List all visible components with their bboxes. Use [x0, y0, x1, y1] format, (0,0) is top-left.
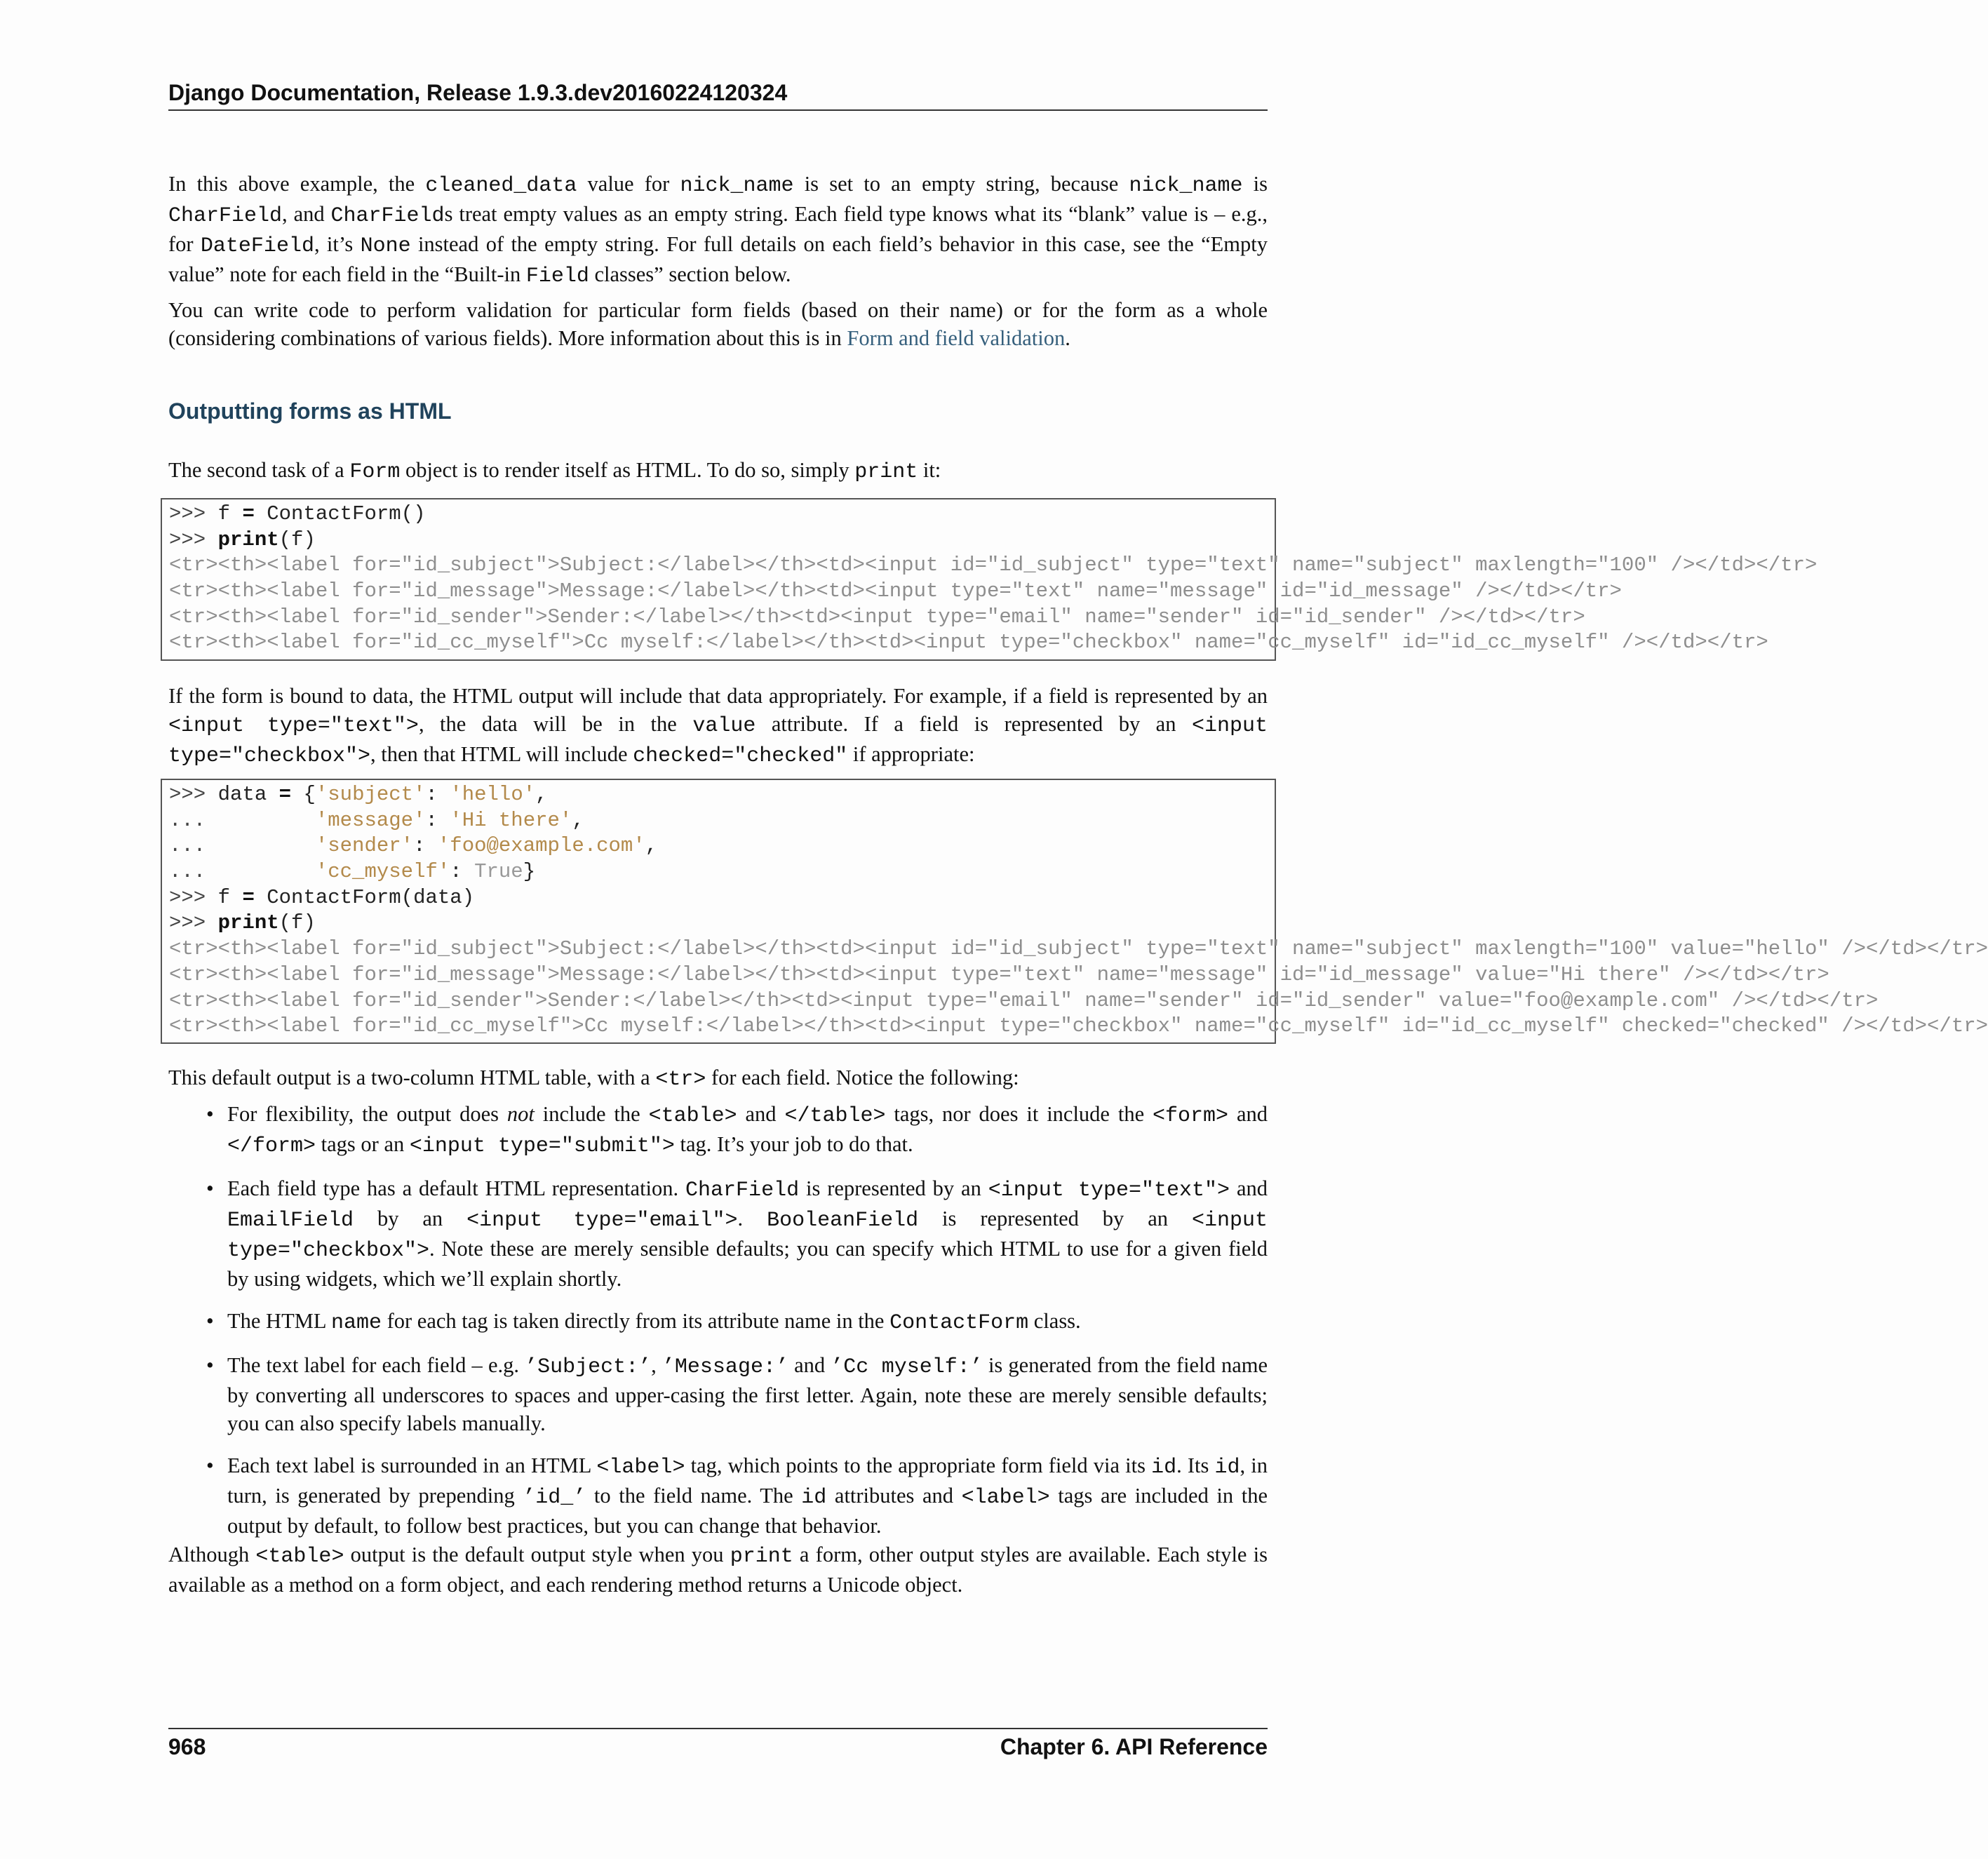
code-line: <tr><th><label for="id_subject">Subject:</label></th><td><input id="id_subject" type="text" name="subject" maxlength="100" value="hello" /></td></tr> — [169, 937, 1988, 961]
inline-code: CharField — [330, 204, 445, 228]
inline-code: <form> — [1153, 1104, 1229, 1128]
code-line: >>> f = ContactForm(data) — [169, 885, 475, 909]
inline-code: name — [330, 1311, 382, 1335]
inline-code: ’Cc myself:’ — [831, 1355, 983, 1379]
inline-code: <label> — [596, 1456, 685, 1479]
output-styles-paragraph: Although <table> output is the default output style when you print a form, other output styles are available. Each style is available as a method on a form object, and each rendering method returns a Unicode object. — [168, 1543, 1268, 1597]
page-header-title: Django Documentation, Release 1.9.3.dev20160224120324 — [168, 80, 788, 105]
code-line: >>> f = ContactForm() — [169, 502, 426, 525]
inline-code: <input type="checkbox"> — [168, 714, 1268, 768]
inline-code: value — [692, 714, 756, 738]
inline-code: checked="checked" — [633, 744, 848, 768]
render-intro-paragraph: The second task of a Form object is to render itself as HTML. To do so, simply print it: — [168, 458, 941, 484]
header-rule — [168, 109, 1268, 111]
footer-rule — [168, 1728, 1268, 1729]
bullet-icon: • — [206, 1454, 214, 1477]
code-line: <tr><th><label for="id_sender">Sender:</label></th><td><input type="email" name="sender" id="id_sender" value="foo@example.com" /></td></tr> — [169, 988, 1879, 1012]
bullet-item: • The HTML name for each tag is taken directly from its attribute name in the ContactForm class. — [168, 1307, 1268, 1337]
inline-code: CharField — [685, 1179, 800, 1202]
page-number: 968 — [168, 1734, 206, 1759]
inline-code: id — [1214, 1456, 1240, 1479]
inline-code: <input type="text"> — [168, 714, 419, 738]
inline-code: <tr> — [655, 1068, 706, 1092]
bullet-icon: • — [206, 1102, 214, 1126]
inline-code: Form — [349, 460, 401, 484]
inline-code: <input type="submit"> — [409, 1134, 675, 1158]
inline-code: ContactForm — [889, 1311, 1029, 1335]
inline-code: DateField — [200, 234, 314, 258]
code-line: >>> data = {'subject': 'hello', — [169, 783, 548, 806]
inline-code: nick_name — [1129, 174, 1243, 198]
bullet-item: • Each field type has a default HTML representation. CharField is represented by an <input type="text"> and EmailField by an <input type="email">. BooleanField is represented by an <input type="checkbox">. Note these are merely sensible defaults; you can specify which HTML to use for a given field by using widgets, which we’ll explain shortly. — [168, 1174, 1268, 1293]
section-heading: Outputting forms as HTML — [168, 398, 452, 424]
emphasis: not — [506, 1102, 535, 1126]
doc-link[interactable]: Form and field validation — [847, 326, 1066, 350]
inline-code: CharField — [168, 204, 283, 228]
inline-code: ’id_’ — [523, 1486, 586, 1510]
code-block-2 — [169, 782, 1988, 1040]
default-output-paragraph: This default output is a two-column HTML table, with a <tr> for each field. Notice the following: — [168, 1066, 1019, 1092]
bullet-icon: • — [206, 1309, 214, 1333]
intro-paragraph-2: You can write code to perform validation for particular form fields (based on their name) or for the form as a whole (considering combinations of various fields). More information about this is in Form and field validation. — [168, 298, 1268, 350]
inline-code: </form> — [227, 1134, 316, 1158]
code-line: <tr><th><label for="id_sender">Sender:</label></th><td><input type="email" name="sender" id="id_sender" /></td></tr> — [169, 605, 1585, 629]
bound-form-paragraph: If the form is bound to data, the HTML output will include that data appropriately. For example, if a field is represented by an <input type="text">, the data will be in the value attribute. If a field is represented by an <input type="checkbox">, then that HTML will include checked="checked" if appropriate: — [168, 684, 1268, 768]
inline-code: id — [1151, 1456, 1177, 1479]
intro-paragraph-1: In this above example, the cleaned_data value for nick_name is set to an empty string, because nick_name is CharField, and CharFields treat empty values as an empty string. Each field type knows what its “blank” value is – e.g., for DateField, it’s None instead of the empty string. For full details on each field’s behavior in this case, see the “Empty value” note for each field in the “Built-in Field classes” section below. — [168, 172, 1268, 288]
inline-code: <table> — [648, 1104, 737, 1128]
inline-code: None — [360, 234, 411, 258]
inline-code: <label> — [961, 1486, 1050, 1510]
code-line: >>> print(f) — [169, 911, 316, 935]
inline-code: BooleanField — [767, 1209, 919, 1233]
code-line: <tr><th><label for="id_message">Message:</label></th><td><input type="text" name="message" id="id_message" value="Hi there" /></td></tr> — [169, 962, 1829, 986]
code-line: <tr><th><label for="id_subject">Subject:</label></th><td><input id="id_subject" type="text" name="subject" maxlength="100" /></td></tr> — [169, 553, 1818, 577]
code-line: <tr><th><label for="id_message">Message:</label></th><td><input type="text" name="message" id="id_message" /></td></tr> — [169, 579, 1622, 603]
code-line: ... 'message': 'Hi there', — [169, 808, 584, 832]
bullet-icon: • — [206, 1353, 214, 1377]
code-line: ... 'cc_myself': True} — [169, 860, 536, 884]
inline-code: <input type="text"> — [988, 1179, 1230, 1202]
inline-code: cleaned_data — [425, 174, 577, 198]
inline-code: nick_name — [680, 174, 794, 198]
bullet-item: • The text label for each field – e.g. ’Subject:’, ’Message:’ and ’Cc myself:’ is generated from the field name by converting all underscores to spaces and upper-casing the first letter. Again, note these are merely sensible defaults; you can also specify labels manually. — [168, 1351, 1268, 1437]
inline-code: ’Message:’ — [661, 1355, 788, 1379]
inline-code: <input type="email"> — [466, 1209, 738, 1233]
code-block-1 — [169, 502, 1818, 656]
inline-code: Field — [525, 264, 589, 288]
inline-code: </table> — [784, 1104, 886, 1128]
code-line: <tr><th><label for="id_cc_myself">Cc myself:</label></th><td><input type="checkbox" name="cc_myself" id="id_cc_myself" checked="checked" /></td></tr> — [169, 1014, 1988, 1038]
code-line: >>> print(f) — [169, 528, 316, 551]
bullet-item: • For flexibility, the output does not include the <table> and </table> tags, nor does it include the <form> and </form> tags or an <input type="submit"> tag. It’s your job to do that. — [168, 1100, 1268, 1160]
notice-bullet-list — [168, 1100, 1268, 1554]
bullet-icon: • — [206, 1176, 214, 1200]
chapter-label: Chapter 6. API Reference — [1000, 1734, 1268, 1759]
bullet-item: • Each text label is surrounded in an HTML <label> tag, which points to the appropriate form field via its id. Its id, in turn, is generated by prepending ’id_’ to the field name. The id attributes and <label> tags are included in the output by default, to follow best practices, but you can change that behavior. — [168, 1451, 1268, 1540]
code-line: ... 'sender': 'foo@example.com', — [169, 834, 658, 858]
code-line: <tr><th><label for="id_cc_myself">Cc myself:</label></th><td><input type="checkbox" name="cc_myself" id="id_cc_myself" /></td></tr> — [169, 631, 1768, 655]
inline-code: <input type="checkbox"> — [227, 1209, 1268, 1263]
inline-code: print — [854, 460, 918, 484]
inline-code: EmailField — [227, 1209, 354, 1233]
inline-code: <table> — [255, 1545, 344, 1569]
inline-code: id — [801, 1486, 827, 1510]
inline-code: print — [730, 1545, 793, 1569]
inline-code: ’Subject:’ — [525, 1355, 652, 1379]
